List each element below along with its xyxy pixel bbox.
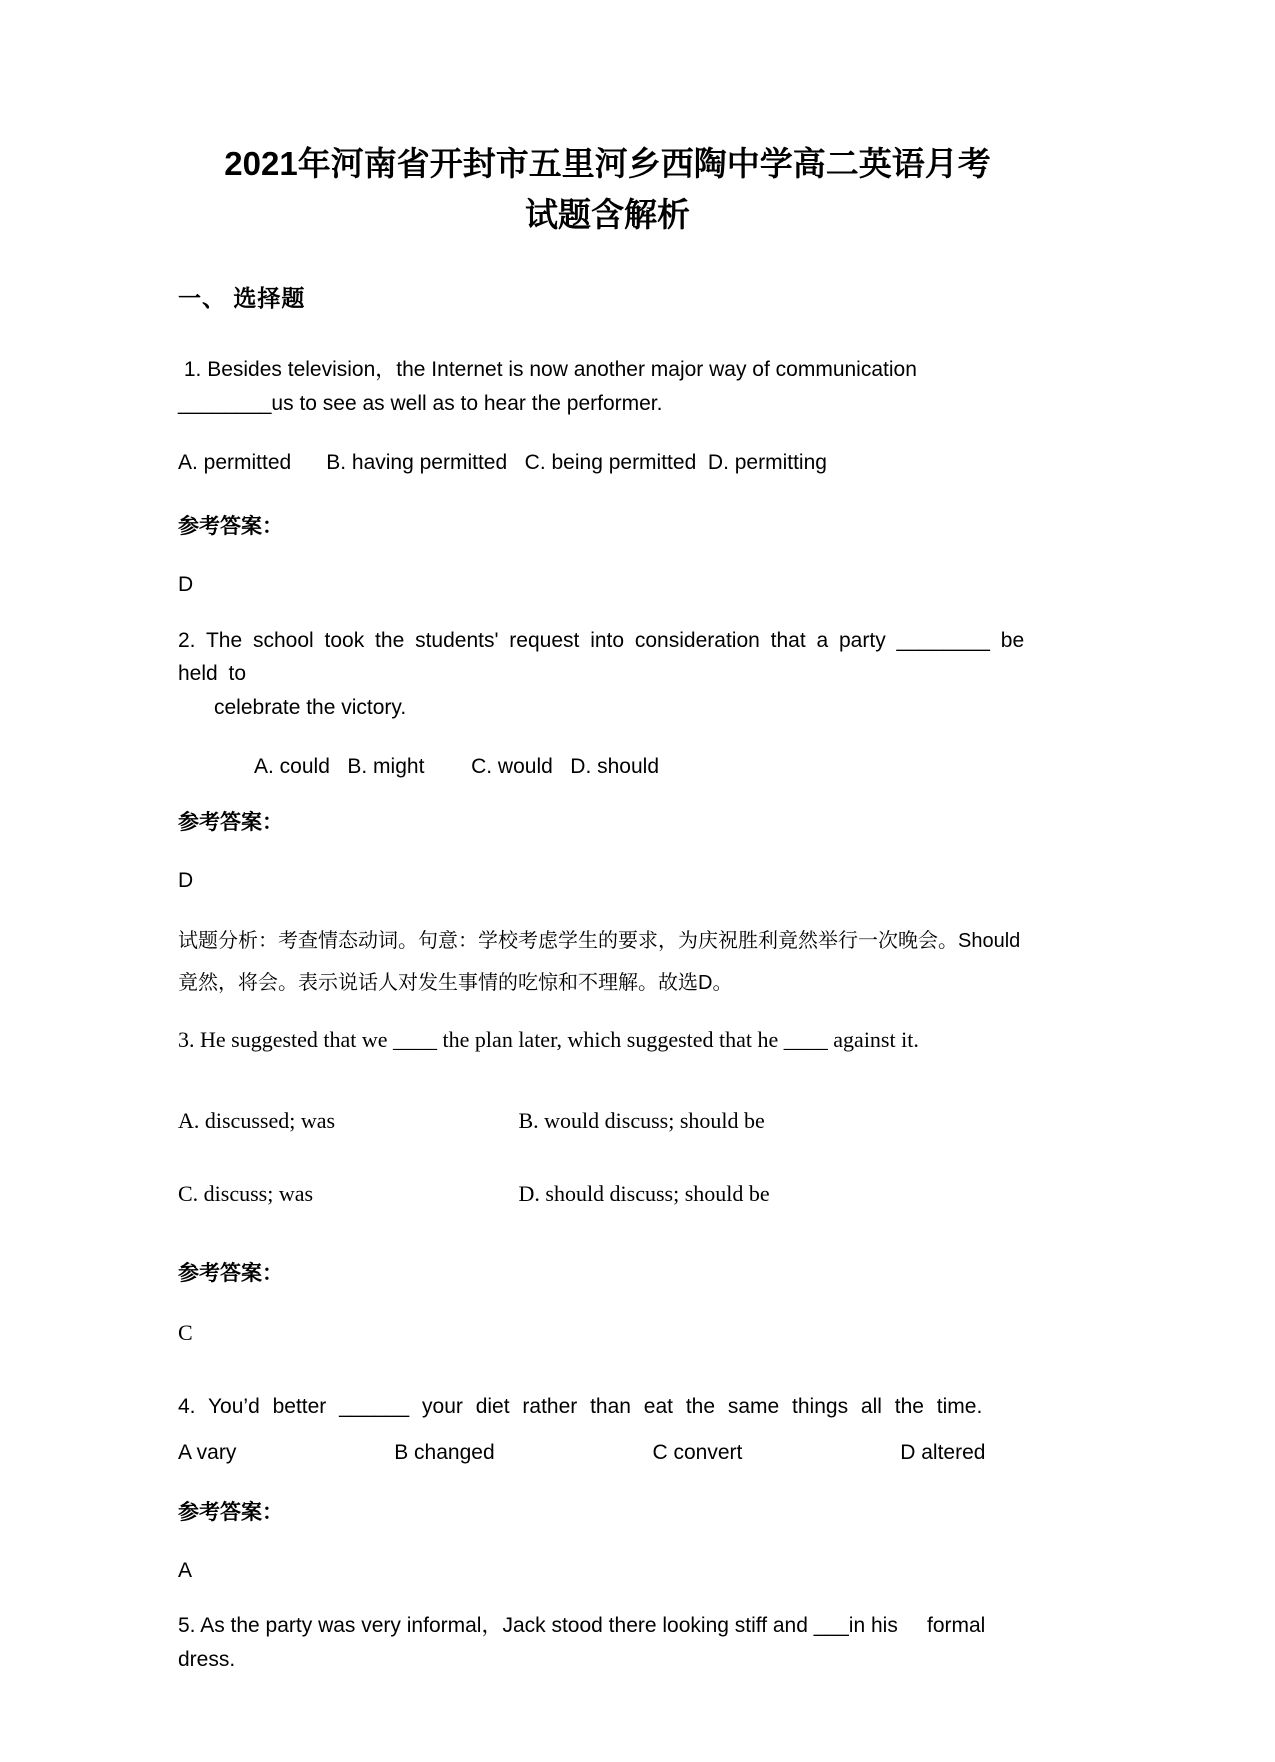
question-2-answer-label: 参考答案：	[178, 811, 283, 835]
question-1-stem-line2: ________us to see as well as to hear the performer.	[178, 391, 663, 415]
question-1-options: A. permitted B. having permitted C. being permitted D. permitting	[178, 451, 827, 475]
question-4-option-c: C convert	[652, 1440, 743, 1464]
question-5-stem-line1: 5. As the party was very informal，Jack stood there looking stiff and ___in his formal	[178, 1614, 986, 1638]
question-2-stem-line1: 2. The school took the students' request into consideration that a party ________ be held to	[178, 628, 1025, 686]
document-title-line1: 2021年河南省开封市五里河乡西陶中学高二英语月考	[224, 145, 991, 182]
question-1-stem	[178, 353, 1037, 420]
question-3-options-row2	[178, 1176, 1037, 1211]
question-1-answer-label: 参考答案：	[178, 515, 283, 539]
document-title	[178, 138, 1037, 240]
question-3-answer: C	[178, 1320, 193, 1346]
question-5-stem-line2: dress.	[178, 1647, 236, 1671]
question-4-options	[178, 1436, 985, 1470]
question-1-stem-line1: 1. Besides television，the Internet is now another major way of communication	[178, 358, 917, 382]
question-4-option-b: B changed	[394, 1440, 495, 1464]
question-4-stem: 4. You’d better ______ your diet rather than eat the same things all the time.	[178, 1395, 983, 1419]
question-3-answer-label: 参考答案：	[178, 1262, 283, 1286]
question-4-option-a: A vary	[178, 1440, 237, 1464]
question-4-option-d: D altered	[900, 1440, 986, 1464]
question-3-stem: 3. He suggested that we ____ the plan later, which suggested that he ____ against it.	[178, 1026, 919, 1052]
question-5-stem	[178, 1609, 1037, 1676]
question-1-answer: D	[178, 573, 194, 597]
question-3-option-b: B. would discuss; should be	[518, 1107, 765, 1133]
question-3-option-c: C. discuss; was	[178, 1181, 314, 1206]
question-3-options-row1	[178, 1103, 1037, 1138]
question-2-analysis: 试题分析：考查情态动词。句意：学校考虑学生的要求，为庆祝胜利竟然举行一次晚会。Should竟然，将会。表示说话人对发生事情的吃惊和不理解。故选D。	[178, 929, 1021, 994]
question-4-answer: A	[178, 1558, 193, 1582]
question-3-option-d: D. should discuss; should be	[518, 1181, 770, 1206]
document-title-line2: 试题含解析	[525, 196, 690, 234]
question-4-answer-label: 参考答案：	[178, 1500, 283, 1524]
question-2-stem	[178, 624, 1037, 725]
question-2-options: A. could B. might C. would D. should	[254, 755, 660, 779]
question-2-stem-line2: celebrate the victory.	[214, 695, 407, 719]
question-3-option-a: A. discussed; was	[178, 1107, 336, 1133]
section-heading: 一、 选择题	[178, 285, 306, 312]
question-2-answer: D	[178, 869, 194, 893]
